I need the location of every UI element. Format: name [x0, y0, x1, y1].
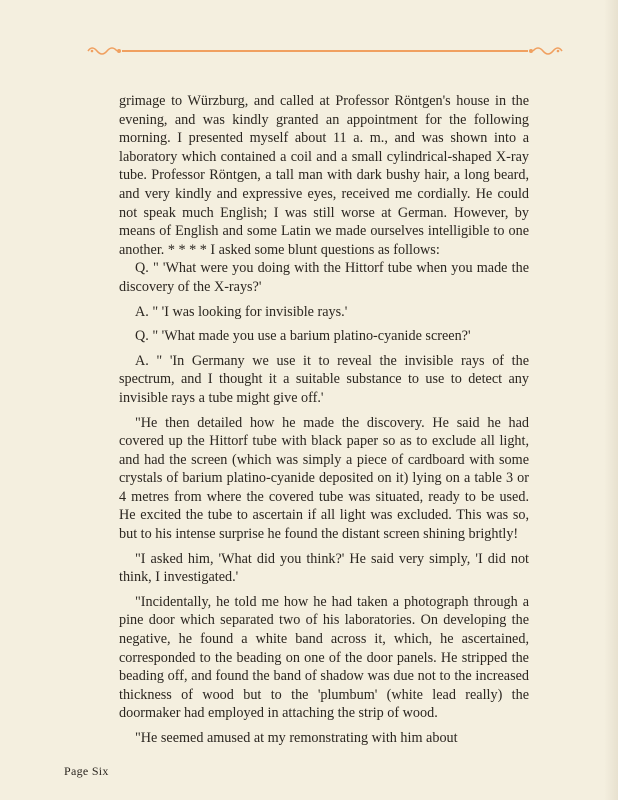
body-text [119, 92, 529, 754]
paragraph: "I asked him, 'What did you think?' He said very simply, 'I did not think, I investigated.' [119, 550, 529, 586]
paragraph: A. " 'I was looking for invisible rays.' [135, 303, 348, 320]
ornament-left-flourish-icon [86, 44, 122, 58]
ornament-rule [122, 50, 528, 52]
paragraph: Q. " 'What were you doing with the Hittorf tube when you made the discovery of the X-rays?' [119, 260, 529, 295]
paragraph: "He then detailed how he made the discovery. He said he had covered up the Hittorf tube with black paper so as to exclude all light, and had the screen (which was simply a piece of cardboard with some crystals of barium platino-cyanide deposited on it) lying on a table 3 or 4 metres from where the covered tube was situated, ready to be used. He excited the tube to ascertain if all light was excluded. This was so, but to his intense surprise he found the distant screen shining brightly! [119, 414, 529, 543]
paragraph: "He seemed amused at my remonstrating with him about [135, 730, 458, 746]
ornament-right-flourish-icon [528, 44, 564, 58]
paragraph: Q. " 'What made you use a barium platino-cyanide screen?' [135, 328, 471, 345]
paragraph: A. " 'In Germany we use it to reveal the invisible rays of the spectrum, and I thought it a suitable substance to use to detect any invisible rays a tube might give off.' [119, 352, 529, 406]
page-number: Page Six [64, 764, 109, 778]
paragraph: "Incidentally, he told me how he had taken a photograph through a pine door which separated two of his laboratories. On developing the negative, he found a white band across it, which, he ascertained, corresponded to the beading on one of the door panels. He stripped the beading off, and found the band of shadow was due not to the increased thickness of wood but to the 'plumbum' (white lead really) the doormaker had employed in attaching the strip of wood. [119, 593, 529, 722]
header-ornament [86, 44, 564, 58]
paragraph: grimage to Würzburg, and called at Professor Röntgen's house in the evening, and was kindly granted an appointment for the following morning. I presented myself about 11 a. m., and was shown into a laboratory which contained a coil and a small cylindrical-shaped X-ray tube. Professor Röntgen, a tall man with dark bushy hair, a long beard, and very kindly and expressive eyes, received me cordially. He could not speak much English; I was still worse at German. However, by means of English and some Latin we made ourselves intelligible to one another. * * * * I asked some blunt questions as follows: [119, 93, 529, 258]
